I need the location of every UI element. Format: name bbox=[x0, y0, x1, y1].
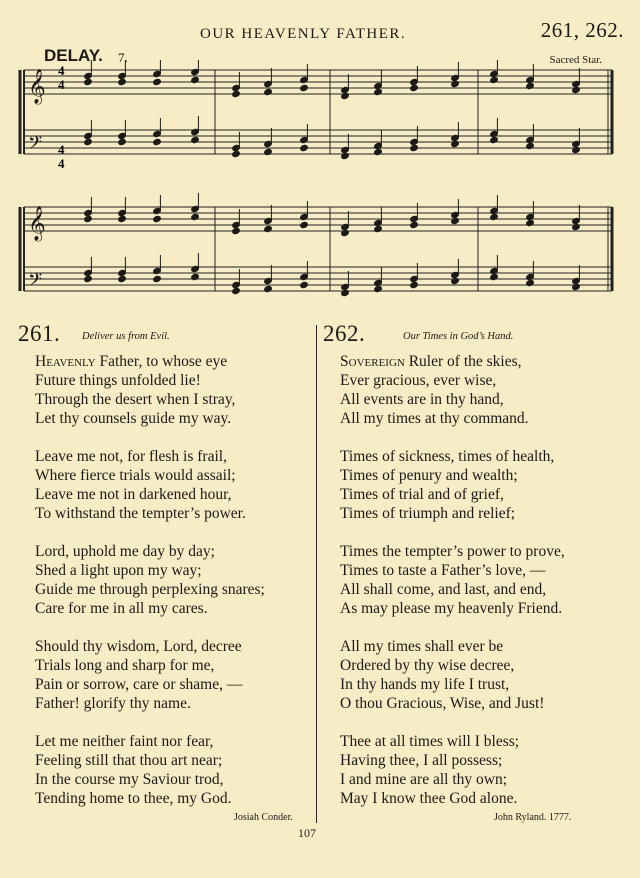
verse-line: O thou Gracious, Wise, and Just! bbox=[340, 695, 545, 712]
verse-line: Times of sickness, times of health, bbox=[340, 448, 555, 465]
verse-line: All my times at thy command. bbox=[340, 410, 529, 427]
page-hymn-numbers: 261, 262. bbox=[540, 18, 624, 42]
hymn-261 bbox=[18, 321, 308, 808]
stanza bbox=[323, 542, 623, 618]
verse-line: Let thy counsels guide my way. bbox=[35, 410, 232, 427]
verse-line: As may please my heavenly Friend. bbox=[340, 600, 563, 617]
first-line-rest: Father, to whose eye bbox=[95, 353, 228, 370]
stanza bbox=[323, 447, 623, 523]
verse-line: Times of triumph and relief; bbox=[340, 505, 516, 522]
verse-line: Pain or sorrow, care or shame, — bbox=[35, 676, 243, 693]
verse-line: Future things unfolded lie! bbox=[35, 372, 201, 389]
music-score bbox=[0, 60, 640, 320]
svg-text:𝄞: 𝄞 bbox=[28, 69, 46, 104]
verse-line: Thee at all times will I bless; bbox=[340, 733, 520, 750]
verse-line bbox=[18, 352, 308, 371]
verse-line: May I know thee God alone. bbox=[340, 790, 518, 807]
verse-line: Times the tempter’s power to prove, bbox=[340, 543, 565, 560]
verse-line bbox=[323, 352, 623, 371]
time-sig-bottom-2: 4 bbox=[58, 156, 65, 171]
hymn-author: Josiah Conder. bbox=[234, 812, 293, 823]
first-word: Sovereign bbox=[340, 353, 405, 370]
hymn-theme: Deliver us from Evil. bbox=[82, 331, 170, 342]
verse-line: Ever gracious, ever wise, bbox=[340, 372, 497, 389]
verse-line: I and mine are all thy own; bbox=[340, 771, 508, 788]
hymn-number: 262. bbox=[323, 321, 366, 346]
stanza bbox=[18, 352, 308, 428]
time-sig-bottom-1: 4 bbox=[58, 77, 65, 92]
verse-line: Let me neither faint nor fear, bbox=[35, 733, 214, 750]
hymn-number: 261. bbox=[18, 321, 61, 346]
stanza bbox=[18, 732, 308, 808]
svg-text:𝄞: 𝄞 bbox=[28, 206, 46, 241]
stanza bbox=[323, 637, 623, 713]
verse-line: In thy hands my life I trust, bbox=[340, 676, 510, 693]
hymn-262 bbox=[323, 321, 623, 808]
tune-source: Sacred Star. bbox=[549, 54, 602, 66]
verse-line: Leave me not in darkened hour, bbox=[35, 486, 232, 503]
first-word: Heavenly bbox=[35, 353, 96, 370]
verse-line: Through the desert when I stray, bbox=[35, 391, 236, 408]
verse-line: Having thee, I all possess; bbox=[340, 752, 503, 769]
tune-meter: 7. bbox=[118, 50, 128, 65]
verse-line: In the course my Saviour trod, bbox=[35, 771, 224, 788]
svg-text:𝄢: 𝄢 bbox=[28, 270, 43, 295]
verse-line: Ordered by thy wise decree, bbox=[340, 657, 515, 674]
verse-line: Feeling still that thou art near; bbox=[35, 752, 223, 769]
hymn-author: John Ryland. 1777. bbox=[494, 812, 572, 823]
verse-line: Times to taste a Father’s love, — bbox=[340, 562, 546, 579]
verse-line: Times of penury and wealth; bbox=[340, 467, 518, 484]
page-number: 107 bbox=[298, 826, 316, 840]
verse-line: Care for me in all my cares. bbox=[35, 600, 208, 617]
verse-line: Guide me through perplexing snares; bbox=[35, 581, 265, 598]
verse-line: Times of trial and of grief, bbox=[340, 486, 504, 503]
stanza bbox=[323, 352, 623, 428]
stanza bbox=[18, 447, 308, 523]
verse-line: Where fierce trials would assail; bbox=[35, 467, 236, 484]
verse-line: Father! glorify thy name. bbox=[35, 695, 191, 712]
tune-name: DELAY. bbox=[44, 46, 103, 65]
verse-line: Tending home to thee, my God. bbox=[35, 790, 232, 807]
verse-line: All my times shall ever be bbox=[340, 638, 504, 655]
verse-line: To withstand the tempter’s power. bbox=[35, 505, 246, 522]
verse-line: All shall come, and last, and end, bbox=[340, 581, 547, 598]
time-sig-top-1: 4 bbox=[58, 63, 65, 78]
hymn-theme: Our Times in God’s Hand. bbox=[403, 331, 514, 342]
running-title: OUR HEAVENLY FATHER. bbox=[200, 26, 407, 42]
verse-line: Lord, uphold me day by day; bbox=[35, 543, 215, 560]
svg-text:𝄢: 𝄢 bbox=[28, 133, 43, 158]
verse-line: Should thy wisdom, Lord, decree bbox=[35, 638, 242, 655]
column-divider bbox=[316, 325, 317, 823]
verse-line: Trials long and sharp for me, bbox=[35, 657, 215, 674]
stanza bbox=[18, 637, 308, 713]
time-sig-top-2: 4 bbox=[58, 142, 65, 157]
stanza bbox=[18, 542, 308, 618]
verse-line: Leave me not, for flesh is frail, bbox=[35, 448, 227, 465]
first-line-rest: Ruler of the skies, bbox=[404, 353, 522, 370]
verse-line: Shed a light upon my way; bbox=[35, 562, 202, 579]
stanza bbox=[323, 732, 623, 808]
verse-line: All events are in thy hand, bbox=[340, 391, 504, 408]
